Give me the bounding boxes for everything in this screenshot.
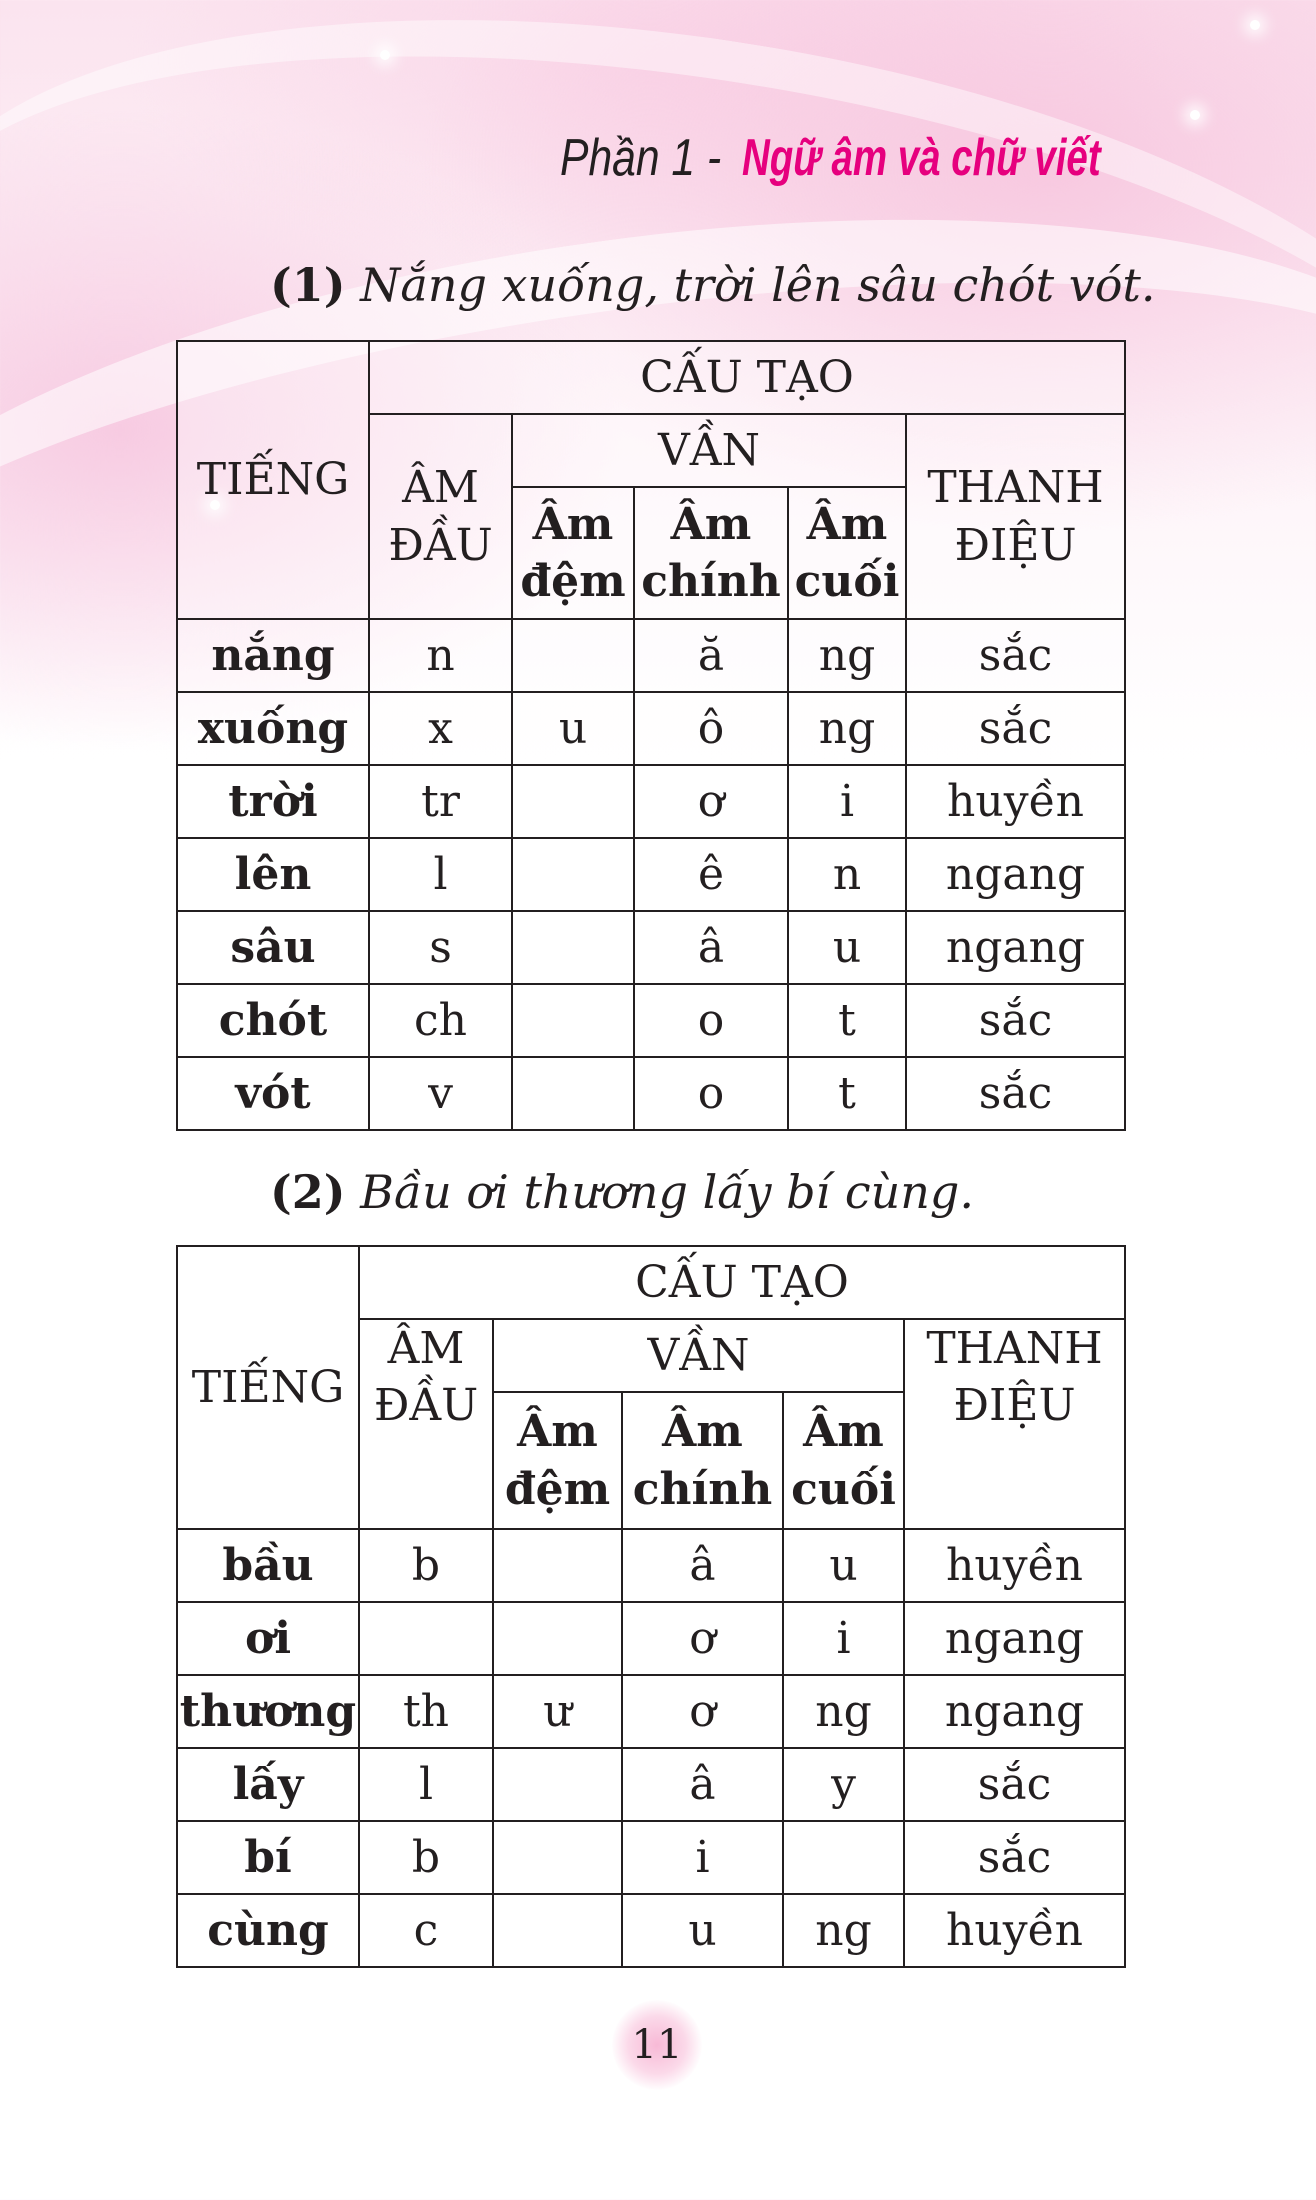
cell-thanh-dieu: ngang (906, 838, 1125, 911)
cell-am-dem (493, 1529, 622, 1602)
cell-am-cuoi (783, 1821, 904, 1894)
header-tieng: TIẾNG (177, 341, 369, 619)
topic-title: Ngữ âm và chữ viết (742, 129, 1101, 187)
header-thanh-dieu: THANH ĐIỆU (906, 414, 1125, 619)
table-row (177, 619, 1125, 692)
cell-tieng: chót (177, 984, 369, 1057)
table-row (177, 1821, 1125, 1894)
cell-am-cuoi: i (783, 1602, 904, 1675)
cell-thanh-dieu: sắc (906, 984, 1125, 1057)
cell-am-cuoi: u (788, 911, 906, 984)
cell-am-dau: x (369, 692, 512, 765)
header-am-cuoi: Âm cuối (788, 487, 906, 619)
cell-am-cuoi: t (788, 1057, 906, 1130)
cell-am-chinh: ê (634, 838, 788, 911)
table-row (177, 1748, 1125, 1821)
section1-sentence: Nắng xuống, trời lên sâu chót vót. (360, 258, 1156, 312)
cell-thanh-dieu: sắc (904, 1821, 1125, 1894)
header-am-chinh: Âm chính (622, 1392, 783, 1529)
syllable-table-1 (176, 340, 1126, 1131)
cell-am-dau: n (369, 619, 512, 692)
cell-am-cuoi: u (783, 1529, 904, 1602)
cell-am-cuoi: y (783, 1748, 904, 1821)
cell-tieng: ơi (177, 1602, 359, 1675)
cell-thanh-dieu: huyền (904, 1894, 1125, 1967)
cell-am-dem (512, 838, 634, 911)
cell-am-chinh: ô (634, 692, 788, 765)
cell-am-dau: c (359, 1894, 493, 1967)
header-am-cuoi: Âm cuối (783, 1392, 904, 1529)
sparkle-icon (380, 50, 390, 60)
cell-tieng: bí (177, 1821, 359, 1894)
cell-thanh-dieu: ngang (904, 1602, 1125, 1675)
cell-thanh-dieu: ngang (904, 1675, 1125, 1748)
cell-am-dau: th (359, 1675, 493, 1748)
section2-number: (2) (270, 1165, 346, 1219)
cell-am-cuoi: ng (783, 1894, 904, 1967)
table-row (177, 984, 1125, 1057)
cell-am-dem (493, 1894, 622, 1967)
cell-am-dem (512, 619, 634, 692)
cell-am-dau: l (369, 838, 512, 911)
cell-am-dem (512, 911, 634, 984)
cell-thanh-dieu: huyền (906, 765, 1125, 838)
header-cau-tao: CẤU TẠO (359, 1246, 1125, 1319)
cell-am-dau (359, 1602, 493, 1675)
cell-am-dem (512, 1057, 634, 1130)
header-thanh-dieu: THANH ĐIỆU (904, 1319, 1125, 1529)
table-row (177, 1894, 1125, 1967)
cell-am-dau: b (359, 1821, 493, 1894)
section2-sentence: Bầu ơi thương lấy bí cùng. (360, 1165, 974, 1219)
cell-am-chinh: ơ (622, 1602, 783, 1675)
cell-thanh-dieu: sắc (906, 619, 1125, 692)
cell-am-cuoi: t (788, 984, 906, 1057)
cell-am-chinh: â (622, 1529, 783, 1602)
table-row (177, 1602, 1125, 1675)
cell-am-dau: ch (369, 984, 512, 1057)
cell-tieng: lấy (177, 1748, 359, 1821)
cell-am-chinh: u (622, 1894, 783, 1967)
sparkle-icon (1190, 110, 1200, 120)
page-header (560, 128, 1160, 198)
cell-tieng: vót (177, 1057, 369, 1130)
cell-am-dem (493, 1602, 622, 1675)
header-van: VẦN (512, 414, 906, 487)
header-am-dau: ÂM ĐẦU (369, 414, 512, 619)
table-row (177, 765, 1125, 838)
syllable-table-2 (176, 1245, 1126, 1968)
cell-thanh-dieu: sắc (904, 1748, 1125, 1821)
cell-am-chinh: o (634, 984, 788, 1057)
cell-am-dau: v (369, 1057, 512, 1130)
cell-am-dem (512, 984, 634, 1057)
table-row (177, 1675, 1125, 1748)
header-cau-tao: CẤU TẠO (369, 341, 1125, 414)
header-am-dem: Âm đệm (512, 487, 634, 619)
cell-tieng: trời (177, 765, 369, 838)
cell-am-dem: u (512, 692, 634, 765)
cell-thanh-dieu: ngang (906, 911, 1125, 984)
cell-tieng: xuống (177, 692, 369, 765)
cell-am-chinh: i (622, 1821, 783, 1894)
cell-am-chinh: â (622, 1748, 783, 1821)
cell-am-cuoi: n (788, 838, 906, 911)
cell-tieng: bầu (177, 1529, 359, 1602)
cell-am-dau: b (359, 1529, 493, 1602)
cell-am-dau: tr (369, 765, 512, 838)
table-row (177, 838, 1125, 911)
table-row (177, 692, 1125, 765)
table-row (177, 1529, 1125, 1602)
cell-am-chinh: ơ (634, 765, 788, 838)
cell-am-dem (512, 765, 634, 838)
cell-am-dem (493, 1821, 622, 1894)
section2-caption (270, 1165, 974, 1219)
sparkle-icon (1250, 20, 1260, 30)
part-label: Phần 1 - (560, 129, 722, 187)
cell-am-dem: ư (493, 1675, 622, 1748)
cell-am-chinh: ă (634, 619, 788, 692)
cell-am-dau: s (369, 911, 512, 984)
cell-am-chinh: â (634, 911, 788, 984)
cell-am-cuoi: i (788, 765, 906, 838)
cell-am-cuoi: ng (783, 1675, 904, 1748)
header-am-chinh: Âm chính (634, 487, 788, 619)
header-van: VẦN (493, 1319, 904, 1392)
table-row (177, 911, 1125, 984)
page-number: 11 (612, 2000, 702, 2090)
header-am-dau: ÂM ĐẦU (359, 1319, 493, 1529)
cell-am-dau: l (359, 1748, 493, 1821)
section1-number: (1) (270, 258, 346, 312)
cell-am-chinh: ơ (622, 1675, 783, 1748)
cell-tieng: thương (177, 1675, 359, 1748)
cell-thanh-dieu: sắc (906, 692, 1125, 765)
header-tieng: TIẾNG (177, 1246, 359, 1529)
table-row (177, 1057, 1125, 1130)
cell-am-cuoi: ng (788, 692, 906, 765)
cell-tieng: sâu (177, 911, 369, 984)
cell-tieng: lên (177, 838, 369, 911)
cell-am-chinh: o (634, 1057, 788, 1130)
cell-am-cuoi: ng (788, 619, 906, 692)
cell-tieng: cùng (177, 1894, 359, 1967)
section1-caption (270, 258, 1156, 312)
cell-tieng: nắng (177, 619, 369, 692)
header-am-dem: Âm đệm (493, 1392, 622, 1529)
cell-am-dem (493, 1748, 622, 1821)
cell-thanh-dieu: huyền (904, 1529, 1125, 1602)
cell-thanh-dieu: sắc (906, 1057, 1125, 1130)
